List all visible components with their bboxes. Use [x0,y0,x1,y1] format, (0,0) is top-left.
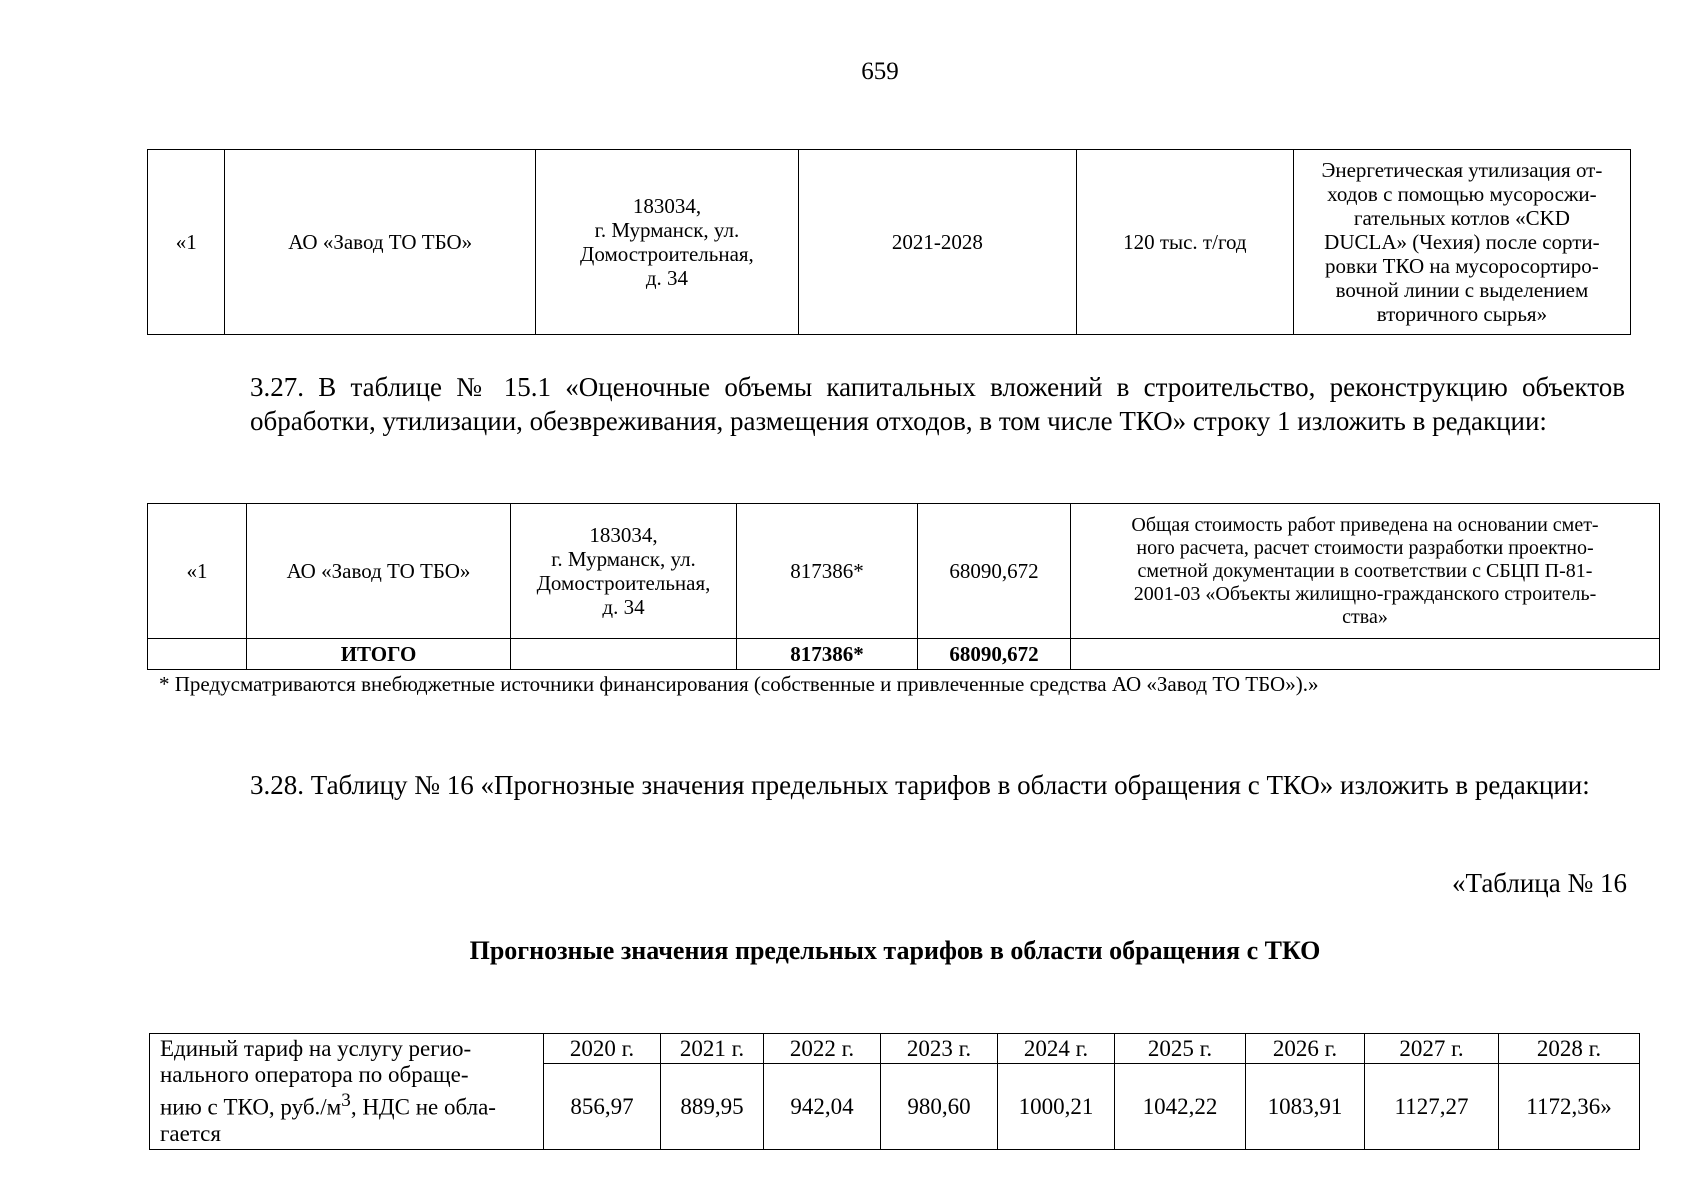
address-line: г. Мурманск, ул. [594,218,740,242]
description-line: ходов с помощью мусоросжи- [1327,182,1597,206]
cost-note [1071,504,1660,639]
organization-name: АО «Завод ТО ТБО» [225,150,536,335]
table-row [148,504,1660,639]
organization-name: АО «Завод ТО ТБО» [247,504,511,639]
address-line: 183034, [632,194,702,218]
description-line: ровки ТКО на мусоросортиро- [1325,254,1599,278]
address [536,150,799,335]
year-cell: 2027 г. [1365,1034,1499,1064]
year-cell: 2023 г. [881,1034,998,1064]
year-cell: 2022 г. [764,1034,881,1064]
tariff-table [149,1033,1640,1150]
year-cell: 2028 г. [1499,1034,1640,1064]
tariff-value: 980,60 [881,1064,998,1149]
table-row [148,150,1631,335]
label-line: Единый тариф на услугу регио- [160,1036,472,1061]
total-cost: 817386* [737,639,918,670]
table-title: Прогнозные значения предельных тарифов в области обращения с ТКО [469,936,1321,965]
address-line: д. 34 [602,595,645,619]
table-label: «Таблица № 16 [1452,868,1627,898]
label-text: нию с ТКО, руб./м [160,1094,342,1120]
address-line: д. 34 [645,266,689,290]
description-line: Энергетическая утилизация от- [1321,158,1603,182]
cost-value: 68090,672 [918,504,1071,639]
tariff-value: 1000,21 [998,1064,1115,1149]
address [511,504,737,639]
row-number: «1 [148,150,225,335]
note-line: ного расчета, расчет стоимости разработки проектно- [1136,536,1594,559]
note-line: 2001-03 «Объекты жилищно-гражданского строитель- [1133,582,1597,605]
period: 2021-2028 [798,150,1076,335]
tariff-value: 1083,91 [1246,1064,1365,1149]
year-cell: 2026 г. [1246,1034,1365,1064]
superscript: 3 [341,1090,351,1111]
tariff-label [150,1034,544,1150]
year-cell: 2021 г. [661,1034,764,1064]
empty-cell [148,639,247,670]
tariff-value: 1172,36» [1499,1064,1640,1149]
address-line: г. Мурманск, ул. [551,547,696,571]
note-line: ства» [1342,605,1388,628]
tariff-value: 942,04 [764,1064,881,1149]
paragraph-3-28: 3.28. Таблицу № 16 «Прогнозные значения предельных тарифов в области обращения с ТКО» изложить в редакции: [250,770,1590,800]
empty-cell [1071,639,1660,670]
row-number: «1 [148,504,247,639]
facility-table [147,149,1631,335]
total-cost-value: 68090,672 [918,639,1071,670]
total-cost: 817386* [737,504,918,639]
note-line: сметной документации в соответствии с СБЦП П-81- [1137,559,1593,582]
label-line [160,1088,533,1121]
label-line: нального оператора по обраще- [160,1062,469,1087]
paragraph-3-27: 3.27. В таблице № 15.1 «Оценочные объемы капитальных вложений в строительство, реконструкцию объектов обработки, утилизации, обезвреживания, размещения отходов, в том числе ТКО» строку 1 изложить в редакции: [250,372,1625,436]
tariff-value: 1042,22 [1115,1064,1246,1149]
tariff-value: 856,97 [544,1064,661,1149]
address-line: Домостроительная, [536,571,711,595]
footnote: * Предусматриваются внебюджетные источники финансирования (собственные и привлеченные средства АО «Завод ТО ТБО»).» [159,672,1319,696]
description-line: вторичного сырья» [1376,302,1548,326]
description [1293,150,1630,335]
total-row [148,639,1660,670]
description-line: DUCLA» (Чехия) после сорти- [1324,230,1600,254]
capital-investment-table [147,503,1660,670]
address-line: Домостроительная, [580,242,754,266]
tariff-value: 889,95 [661,1064,764,1149]
years-row [150,1034,1640,1064]
page-number: 659 [861,58,899,85]
empty-cell [511,639,737,670]
note-line: Общая стоимость работ приведена на основании смет- [1131,513,1599,536]
tariff-value: 1127,27 [1365,1064,1499,1149]
year-cell: 2024 г. [998,1034,1115,1064]
label-text: , НДС не обла- [350,1094,496,1120]
year-cell: 2025 г. [1115,1034,1246,1064]
address-line: 183034, [589,523,658,547]
year-cell: 2020 г. [544,1034,661,1064]
description-line: гательных котлов «CKD [1353,206,1570,230]
label-line: гается [160,1120,221,1146]
capacity: 120 тыс. т/год [1076,150,1293,335]
total-label: ИТОГО [247,639,511,670]
description-line: вочной линии с выделением [1335,278,1589,302]
